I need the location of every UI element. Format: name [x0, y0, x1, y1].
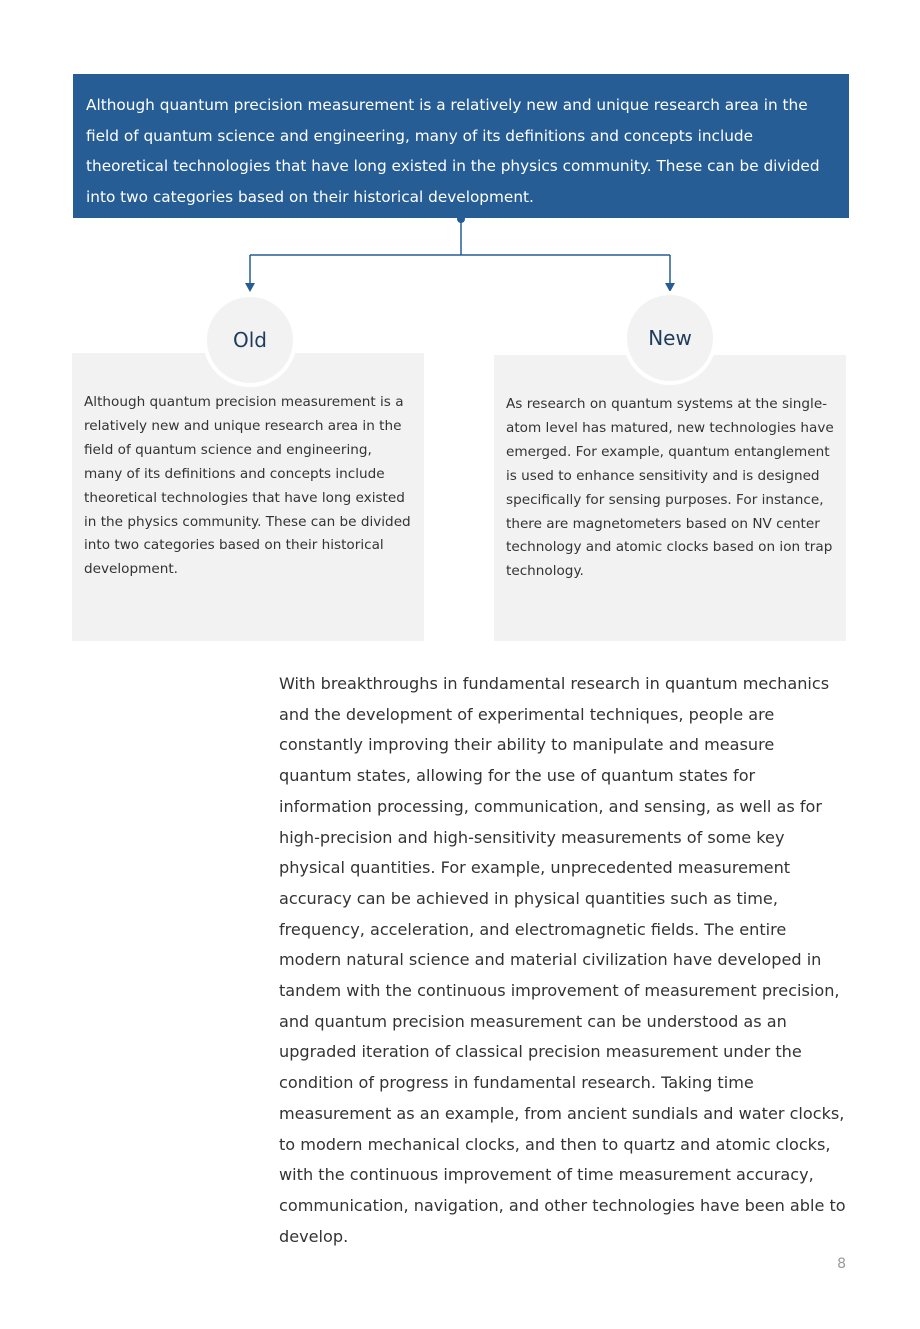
- old-category-badge: [203, 293, 297, 387]
- new-category-text: As research on quantum systems at the single-atom level has matured, new technologies have emerged. For example, quantum entanglement is used to enhance sensitivity and is designed specifically for sensing purposes. For instance, there are magnetometers based on NV center technology and atomic clocks based on ion trap technology.: [506, 396, 834, 580]
- body-paragraph: [279, 669, 849, 1252]
- body-paragraph-text: With breakthroughs in fundamental research in quantum mechanics and the development of experimental techniques, people are constantly improving their ability to manipulate and measure quantum states, allowing for the use of quantum states for information processing, communication, and sensing, as well as for high-precision and high-sensitivity measurements of some key physical quantities. For example, unprecedented measurement accuracy can be achieved in physical quantities such as time, frequency, acceleration, and electromagnetic fields. The entire modern natural science and material civilization have developed in tandem with the continuous improvement of measurement precision, and quantum precision measurement can be understood as an upgraded iteration of classical precision measurement under the condition of progress in fundamental research. Taking time measurement as an example, from ancient sundials and water clocks, to modern mechanical clocks, and then to quartz and atomic clocks, with the continuous improvement of time measurement accuracy, communication, navigation, and other technologies have been able to develop.: [279, 674, 846, 1246]
- old-category-label: Old: [233, 328, 267, 352]
- new-category-badge: [623, 291, 717, 385]
- old-category-card: [72, 353, 424, 641]
- new-category-card: [494, 355, 846, 641]
- new-category-label: New: [648, 326, 692, 350]
- branch-connector: [0, 0, 920, 300]
- old-category-text: Although quantum precision measurement is a relatively new and unique research area in the field of quantum science and engineering, many of its definitions and concepts include theoretical technologies that have long existed in the physics community. These can be divided into two categories based on their historical development.: [84, 394, 411, 578]
- arrow-down-icon: [245, 283, 255, 292]
- intro-banner-text: Although quantum precision measurement is a relatively new and unique research area in the field of quantum science and engineering, many of its definitions and concepts include theoretical technologies that have long existed in the physics community. These can be divided into two categories based on their historical development.: [86, 96, 820, 207]
- page-number: 8: [837, 1256, 846, 1272]
